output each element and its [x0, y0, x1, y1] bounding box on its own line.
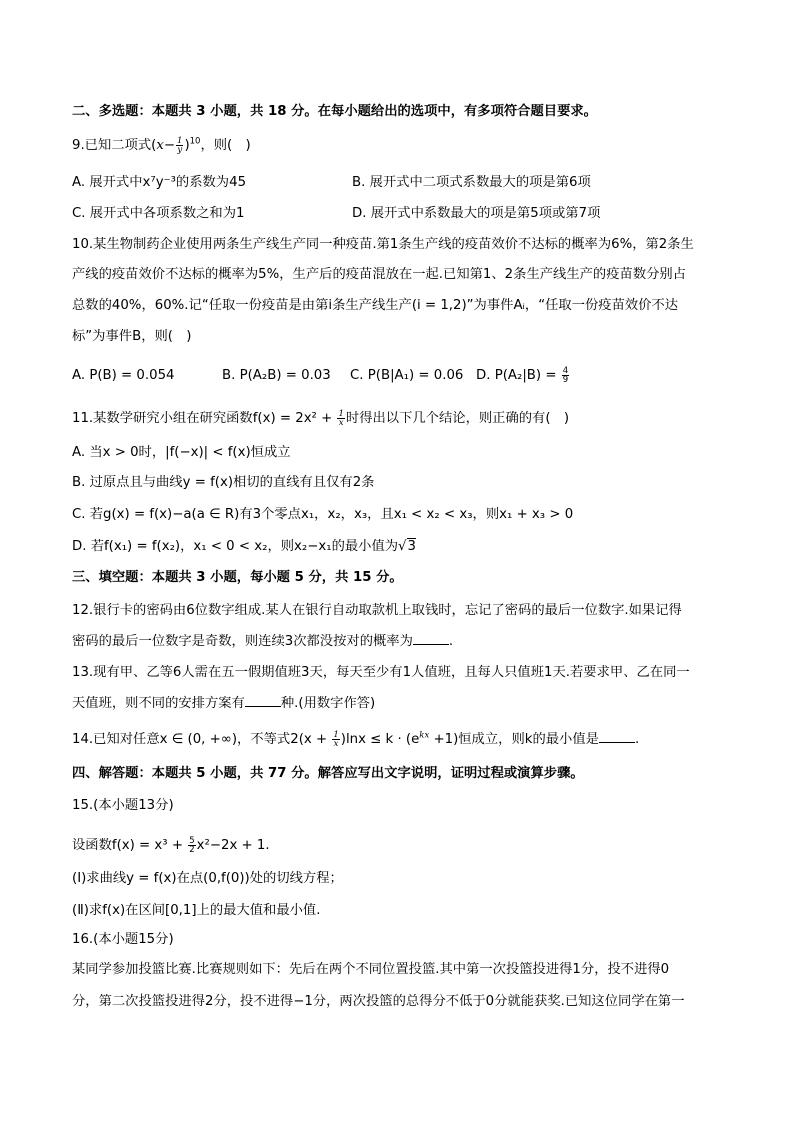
q13-line-2: 天值班，则不同的安排方案有 种.(用数字作答): [72, 696, 376, 711]
q11-option-b: B. 过原点且与曲线y = f(x)相切的直线有且仅有2条: [72, 475, 375, 490]
section-4-title: 四、解答题：本题共 5 小题，共 77 分。解答应写出文字说明，证明过程或演算步骤。: [72, 766, 584, 781]
answer-blank: [245, 694, 281, 707]
q14-stem: 14.已知对任意x ∈ (0, +∞)，不等式2(x + $\frac{1}{x}$ )$\ln x \le k \cdot (e^{kx} +1)$恒成立，则k的最小值是 .: [72, 729, 640, 749]
q15-function: 设函数f(x) = x³ + $\frac{5}{2}$ x²−2x + 1.: [72, 835, 270, 855]
q10-d-fraction: $\frac{4}{9}$: [562, 365, 569, 385]
q10-option-a: A. P(B) = 0.054: [72, 368, 175, 383]
q10-line-1: 10.某生物制药企业使用两条生产线生产同一种疫苗.第1条生产线的疫苗效价不达标的概率为6%，第2条生: [72, 237, 694, 252]
q10-option-d: D. P(A₂|B) = $\frac{4}{9}$: [476, 365, 569, 385]
q16-head: 16.(本小题15分): [72, 932, 174, 947]
q11-option-d: D. 若f(x₁) = f(x₂)，x₁ < 0 < x₂，则x₂−x₁的最小值为√3: [72, 539, 417, 554]
q12-line-1: 12.银行卡的密码由6位数字组成.某人在银行自动取款机上取钱时，忘记了密码的最后一位数字.如果记得: [72, 603, 682, 618]
q11-option-a: A. 当x > 0时，|f(−x)| < f(x)恒成立: [72, 445, 291, 460]
q11-stem: 11.某数学研究小组在研究函数f(x) = 2x² + $\frac{1}{x}$ 时得出以下几个结论，则正确的有( ): [72, 408, 570, 428]
q15-head: 15.(本小题13分): [72, 798, 174, 813]
q10-line-3: 总数的40%，60%.记“任取一份疫苗是由第i条生产线生产(i = 1,2)”为事件Aᵢ，“任取一份疫苗效价不达: [72, 298, 679, 313]
q9-fraction: $\frac{1}{y}$: [177, 135, 183, 155]
answer-blank: [599, 730, 635, 743]
q10-option-b: B. P(A₂B) = 0.03: [222, 368, 331, 383]
q14-fraction: $\frac{1}{x}$: [333, 729, 339, 749]
q9-option-b: B. 展开式中二项式系数最大的项是第6项: [352, 175, 591, 190]
q11-option-c: C. 若g(x) = f(x)−a(a ∈ R)有3个零点x₁，x₂，x₃，且x₁ < x₂ < x₃，则x₁ + x₃ > 0: [72, 507, 574, 522]
q15-fraction: $\frac{5}{2}$: [189, 835, 195, 855]
q10-line-2: 产线的疫苗效价不达标的概率为5%，生产后的疫苗混放在一起.已知第1、2条生产线生产的疫苗数分别占: [72, 267, 687, 282]
q16-line-1: 某同学参加投篮比赛.比赛规则如下：先后在两个不同位置投篮.其中第一次投篮投进得1分，投不进得0: [72, 962, 670, 977]
q15-part-2: (Ⅱ)求f(x)在区间[0,1]上的最大值和最小值.: [72, 903, 321, 918]
q9-stem: 9.已知二项式(x− $\frac{1}{y}$ )$^{10}$，则( ): [72, 135, 251, 155]
q10-option-c: C. P(B|A₁) = 0.06: [350, 368, 464, 383]
section-3-title: 三、填空题：本题共 3 小题，每小题 5 分，共 15 分。: [72, 570, 403, 585]
q15-part-1: (I)求曲线y = f(x)在点(0,f(0))处的切线方程；: [72, 871, 343, 886]
q11-fraction: $\frac{1}{x}$: [338, 408, 344, 428]
answer-blank: [413, 632, 449, 645]
q12-line-2: 密码的最后一位数字是奇数，则连续3次都没按对的概率为 .: [72, 634, 454, 649]
q13-line-1: 13.现有甲、乙等6人需在五一假期值班3天，每天至少有1人值班，且每人只值班1天.若要求甲、乙在同一: [72, 665, 690, 680]
q16-line-2: 分，第二次投篮投进得2分，投不进得−1分，两次投篮的总得分不低于0分就能获奖.已知这位同学在第一: [72, 994, 685, 1009]
q9-option-a: A. 展开式中x⁷y⁻³的系数为45: [72, 175, 247, 190]
q10-line-4: 标”为事件B，则( ): [72, 329, 192, 344]
q9-option-d: D. 展开式中系数最大的项是第5项或第7项: [352, 206, 601, 221]
q9-option-c: C. 展开式中各项系数之和为1: [72, 206, 245, 221]
section-2-title: 二、多选题：本题共 3 小题，共 18 分。在每小题给出的选项中，有多项符合题目要求。: [72, 104, 597, 119]
